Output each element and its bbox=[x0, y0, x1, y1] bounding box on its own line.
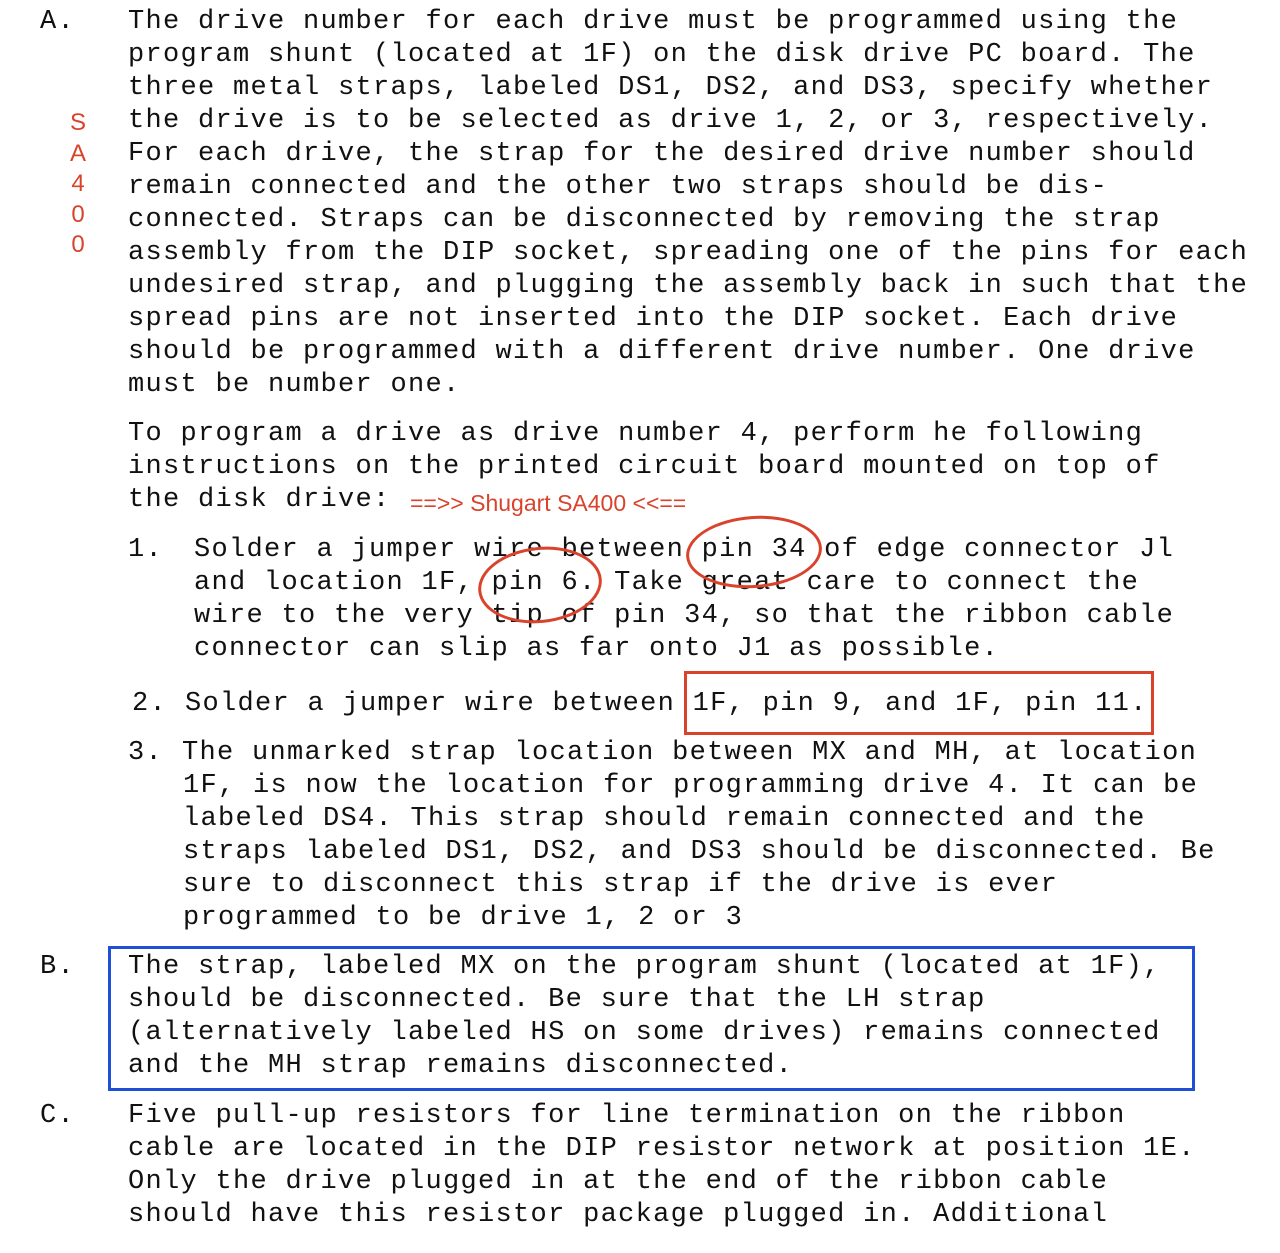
paragraph-line: the disk drive: bbox=[128, 485, 391, 515]
paragraph-line: three metal straps, labeled DS1, DS2, and DS3, specify whether bbox=[128, 73, 1214, 103]
paragraph-line: Only the drive plugged in at the end of the ribbon cable bbox=[128, 1167, 1109, 1197]
paragraph-line: should have this resistor package plugged in. Additional bbox=[128, 1200, 1109, 1230]
paragraph-line: connected. Straps can be disconnected by removing the strap bbox=[128, 205, 1161, 235]
side-note-char: S bbox=[69, 109, 86, 136]
side-note-char: A bbox=[69, 139, 86, 167]
paragraph-line: assembly from the DIP socket, spreading one of the pins for each bbox=[128, 238, 1249, 268]
paragraph-line: The drive number for each drive must be programmed using the bbox=[128, 7, 1179, 37]
shugart-callout: ==>> Shugart SA400 <<== bbox=[410, 490, 687, 516]
step-number: 3. bbox=[128, 738, 164, 768]
paragraph-line: Five pull-up resistors for line termination on the ribbon bbox=[128, 1101, 1126, 1131]
step-line: 1F, is now the location for programming drive 4. It can be bbox=[183, 771, 1199, 801]
step-line: wire to the very tip of pin 34, so that the ribbon cable bbox=[194, 601, 1175, 631]
paragraph-line: To program a drive as drive number 4, perform he following bbox=[128, 419, 1144, 449]
step-line: and location 1F, pin 6. Take great care to connect the bbox=[194, 568, 1140, 598]
section-c-marker: C. bbox=[40, 1101, 76, 1131]
step-line: Solder a jumper wire between 1F, pin 9, and 1F, pin 11. bbox=[185, 689, 1148, 719]
paragraph-line: The strap, labeled MX on the program shunt (located at 1F), bbox=[128, 952, 1161, 982]
section-a-marker: A. bbox=[40, 7, 76, 37]
paragraph-line: undesired strap, and plugging the assembly back in such that the bbox=[128, 271, 1249, 301]
paragraph-line: program shunt (located at 1F) on the disk drive PC board. The bbox=[128, 40, 1196, 70]
side-note-char: 4 bbox=[71, 170, 85, 197]
side-note-char: 0 bbox=[71, 200, 85, 228]
step-2-highlight-box bbox=[684, 671, 1154, 735]
paragraph-line: should be disconnected. Be sure that the LH strap bbox=[128, 985, 986, 1015]
paragraph-line: instructions on the printed circuit board mounted on top of bbox=[128, 452, 1161, 482]
paragraph-line: (alternatively labeled HS on some drives) remains connected bbox=[128, 1018, 1161, 1048]
step-line: straps labeled DS1, DS2, and DS3 should be disconnected. Be bbox=[183, 837, 1216, 867]
section-b-marker: B. bbox=[40, 952, 76, 982]
step-number: 1. bbox=[128, 535, 164, 565]
step-line: connector can slip as far onto J1 as possible. bbox=[194, 634, 1000, 664]
paragraph-line: should be programmed with a different drive number. One drive bbox=[128, 337, 1196, 367]
paragraph-line: spread pins are not inserted into the DIP socket. Each drive bbox=[128, 304, 1179, 334]
paragraph-line: cable are located in the DIP resistor network at position 1E. bbox=[128, 1134, 1196, 1164]
step-line: The unmarked strap location between MX and MH, at location bbox=[182, 738, 1198, 768]
paragraph-line: For each drive, the strap for the desired drive number should bbox=[128, 139, 1196, 169]
side-note-sa400 bbox=[64, 108, 92, 261]
step-line: programmed to be drive 1, 2 or 3 bbox=[183, 903, 744, 933]
step-number: 2. bbox=[132, 689, 168, 719]
step-line: sure to disconnect this strap if the drive is ever bbox=[183, 870, 1059, 900]
step-line: Solder a jumper wire between pin 34 of edge connector Jl bbox=[194, 535, 1175, 565]
paragraph-line: must be number one. bbox=[128, 370, 461, 400]
step-line: labeled DS4. This strap should remain connected and the bbox=[183, 804, 1146, 834]
paragraph-line: remain connected and the other two straps should be dis- bbox=[128, 172, 1109, 202]
paragraph-line: and the MH strap remains disconnected. bbox=[128, 1051, 794, 1081]
side-note-char: 0 bbox=[71, 231, 85, 258]
paragraph-line: the drive is to be selected as drive 1, 2, or 3, respectively. bbox=[128, 106, 1214, 136]
